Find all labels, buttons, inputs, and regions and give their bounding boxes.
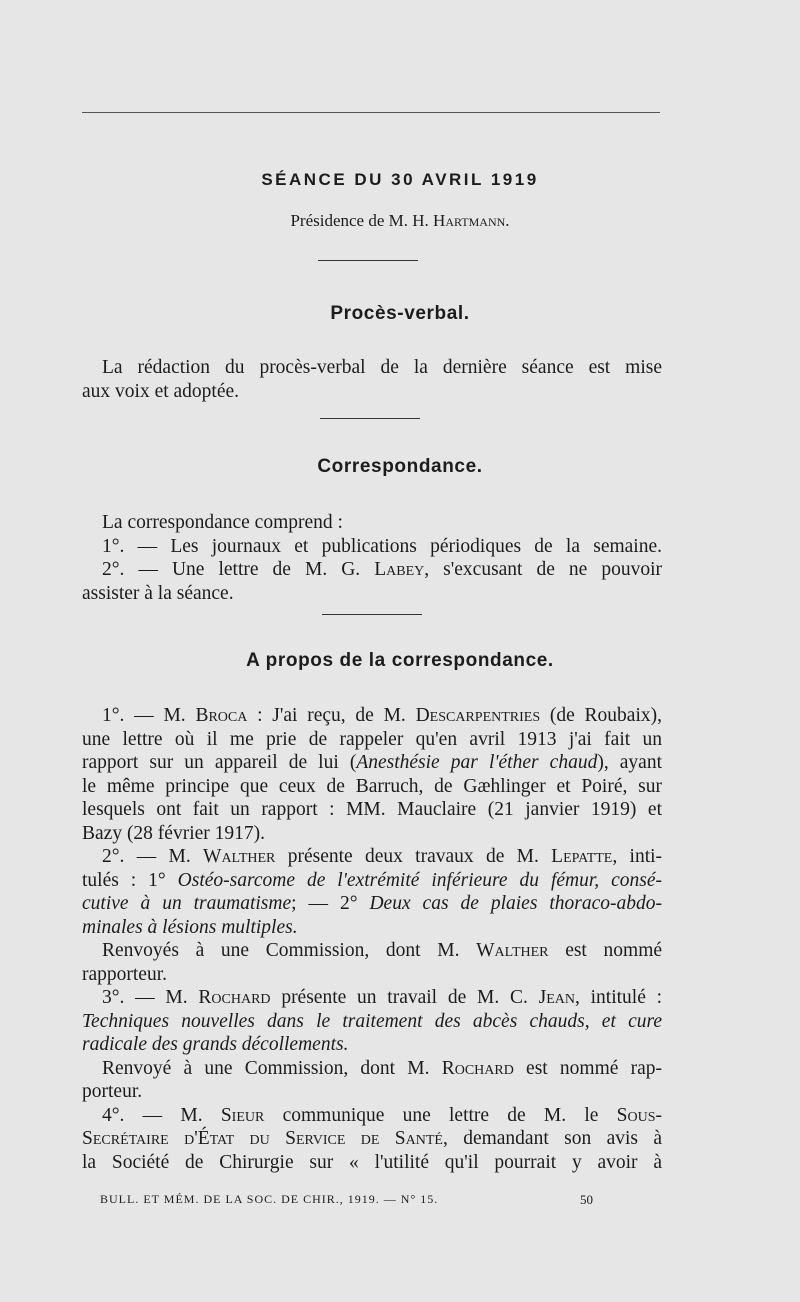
text-line: Secrétaire d'État du Service de Santé, demandant son avis à — [82, 1128, 663, 1149]
person-name: Lepatte, — [551, 846, 618, 867]
text-line: une lettre où il me prie de rappeler qu'en avril 1913 j'ai fait un — [82, 728, 662, 750]
divider-rule — [318, 260, 418, 261]
person-name: Jean, — [538, 987, 580, 1008]
person-name: Walther — [203, 846, 276, 867]
list-item: 1°. — Les journaux et publications périodiques de la semaine. — [102, 535, 662, 557]
list-item: 2°. — Une lettre de M. G. Labey, s'excusant de ne pouvoir — [102, 559, 663, 580]
presidence-name: Hartmann. — [433, 211, 510, 230]
paragraph-a-propos — [82, 704, 662, 1174]
text-line: rapporteur. — [82, 963, 168, 985]
text-line: radicale des grands décollements. — [82, 1034, 349, 1055]
text-line: le même principe que ceux de Barruch, de Gæhlinger et Poiré, sur — [82, 775, 662, 797]
person-name: Walther — [476, 940, 549, 961]
text-line: tulés : 1° Ostéo-sarcome de l'extrémité inférieure du fémur, consé- — [82, 869, 662, 891]
text-line: la Société de Chirurgie sur « l'utilité qu'il pourrait y avoir à — [82, 1151, 662, 1173]
person-name: Sous- — [616, 1104, 663, 1126]
divider-rule — [322, 614, 422, 615]
text-line: La rédaction du procès-verbal de la dernière séance est mise — [102, 357, 662, 378]
footer-citation: BULL. ET MÉM. DE LA SOC. DE CHIR., 1919. — N° 15. — [100, 1192, 439, 1206]
person-name: Secrétaire d'État du Service de Santé, — [82, 1128, 448, 1149]
text-line: Techniques nouvelles dans le traitement des abcès chauds, et cure — [82, 1010, 662, 1032]
person-name: Labey, — [374, 559, 430, 580]
person-name: Descarpentries — [415, 705, 541, 726]
text-line: cutive à un traumatisme; — 2° Deux cas de plaies thoraco-abdo- — [82, 893, 662, 914]
text-line: 4°. — M. Sieur communique une lettre de M. le Sous- — [102, 1104, 663, 1126]
heading-correspondance: Correspondance. — [317, 456, 483, 477]
text-line: 2°. — M. Walther présente deux travaux de M. Lepatte, inti- — [102, 846, 663, 867]
heading-proces-verbal: Procès-verbal. — [330, 303, 470, 324]
text-line: rapport sur un appareil de lui (Anesthésie par l'éther chaud), ayant — [82, 752, 662, 773]
text-line: Bazy (28 février 1917). — [82, 822, 266, 844]
session-title: SÉANCE DU 30 AVRIL 1919 — [261, 170, 539, 189]
page-number: 50 — [580, 1192, 593, 1207]
heading-a-propos: A propos de la correspondance. — [246, 650, 554, 671]
text-line: 1°. — M. Broca : J'ai reçu, de M. Descarpentries (de Roubaix), — [102, 705, 663, 726]
person-name: Rochard — [441, 1057, 514, 1079]
presidence-line — [0, 211, 800, 231]
person-name: Broca — [195, 705, 248, 726]
paragraph-proces-verbal — [82, 356, 662, 403]
text-line: La correspondance comprend : — [102, 512, 343, 533]
presidence-prefix: Présidence de M. H. — [290, 211, 429, 230]
top-rule — [82, 112, 660, 113]
text-line: 3°. — M. Rochard présente un travail de M. C. Jean, intitulé : — [102, 987, 663, 1008]
divider-rule — [320, 418, 420, 419]
person-name: Sieur — [220, 1104, 265, 1126]
text-line: Renvoyé à une Commission, dont M. Rochard est nommé rap- — [102, 1057, 662, 1079]
person-name: Rochard — [198, 987, 271, 1008]
paragraph-correspondance — [82, 511, 662, 605]
text-line: porteur. — [82, 1081, 143, 1102]
text-line: assister à la séance. — [82, 582, 234, 604]
text-line: minales à lésions multiples. — [82, 916, 298, 938]
text-line: Renvoyés à une Commission, dont M. Walther est nommé — [102, 940, 663, 961]
text-line: lesquels ont fait un rapport : MM. Mauclaire (21 janvier 1919) et — [82, 799, 662, 820]
text-line: aux voix et adoptée. — [82, 380, 240, 402]
